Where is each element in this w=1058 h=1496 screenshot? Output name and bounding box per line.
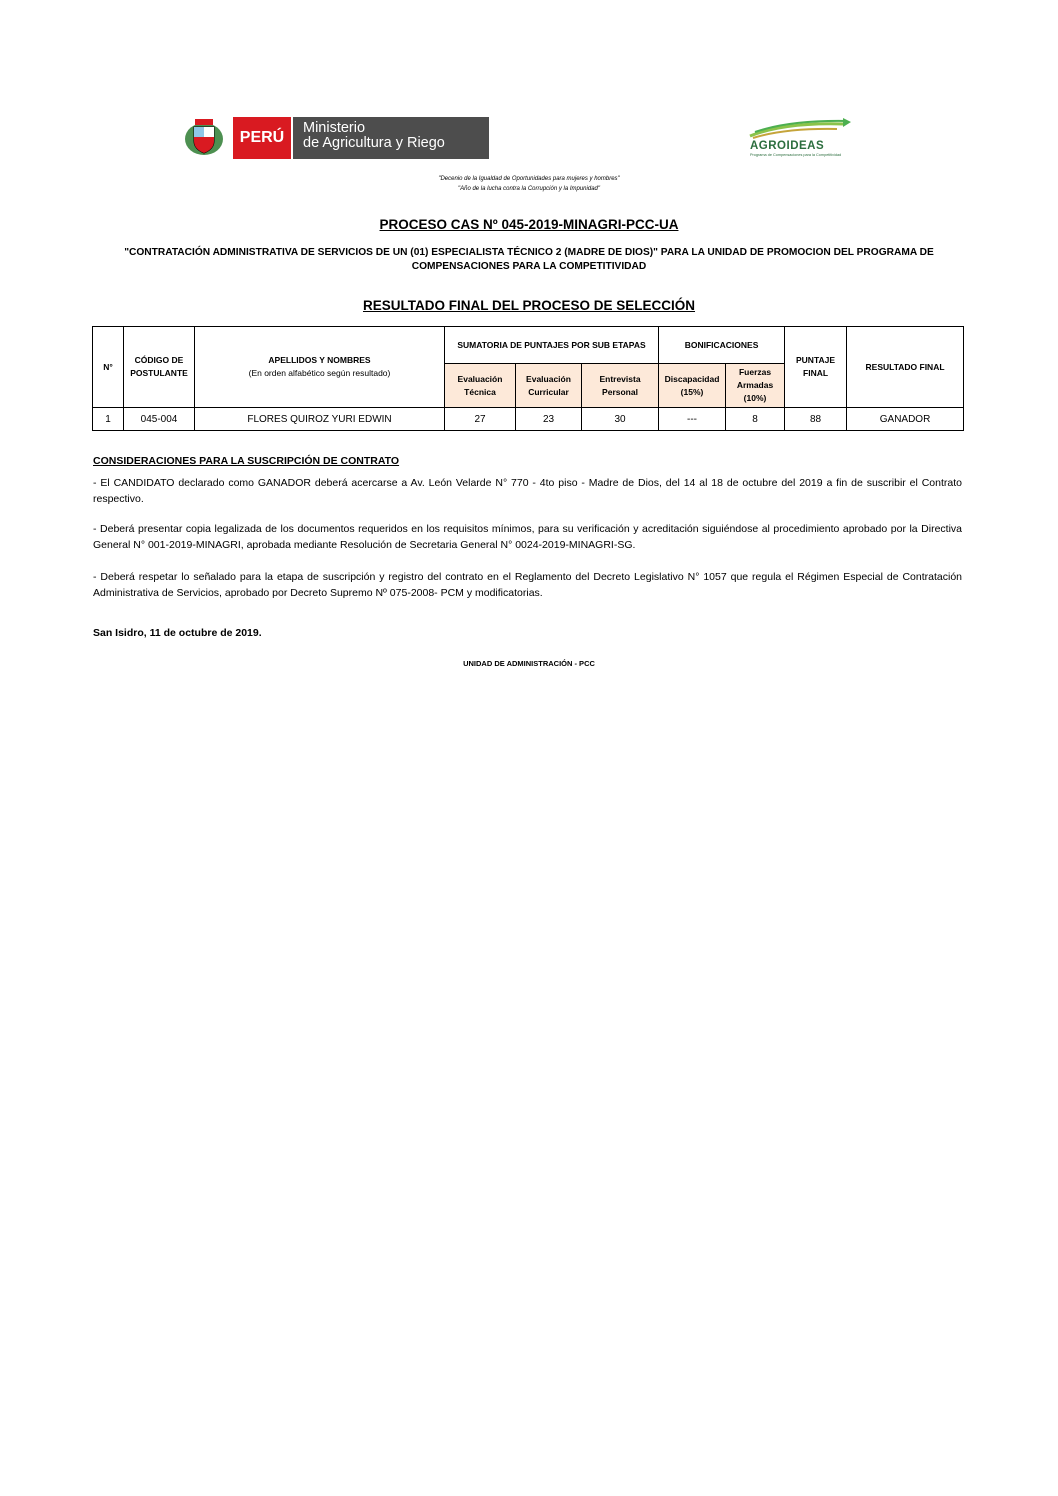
consideration-paragraph-3: - Deberá respetar lo señalado para la etapa de suscripción y registro del contrato en el Reglamento del Decreto Legislativo N° 1057 que regula el Régimen Especial de Contratación Administrativa de Servicios, aprobado por Decreto Supremo Nº 075-2008- PCM y modificatorias. (93, 571, 962, 599)
subheader-armed-forces (726, 364, 785, 408)
ministry-line-2: de Agricultura y Riego (303, 135, 445, 151)
process-subtitle: "CONTRATACIÓN ADMINISTRATIVA DE SERVICIOS DE UN (01) ESPECIALISTA TÉCNICO 2 (MADRE DE DIOS)" PARA LA UNIDAD DE PROMOCION DEL PROGRAMA DE COMPENSACIONES PARA LA COMPETITIVIDAD (124, 247, 934, 272)
header-names-line-2: (En orden alfabético según resultado) (248, 368, 391, 378)
result-title: RESULTADO FINAL DEL PROCESO DE SELECCIÓN (362, 298, 696, 313)
subheader-interview (582, 364, 659, 408)
header-final-line-2: FINAL (803, 368, 829, 378)
motto-line-2: "Año de la lucha contra la Corrupción y la Impunidad" (457, 186, 600, 192)
subheader-interview-line-2: Personal (602, 386, 638, 397)
consideration-paragraph-2: - Deberá presentar copia legalizada de los documentos requeridos en los requisitos mínimos, para su verificación y acreditación siguiéndose al procedimiento aprobado por la Directiva General N° 001-2019-MINAGRI, aprobada mediante Resolución de Secretaria General N° 0024-2019-MINAGRI-SG. (93, 523, 962, 551)
header-result: RESULTADO FINAL (847, 327, 964, 408)
header-final-line-1: PUNTAJE (796, 355, 836, 365)
agroideas-logo (745, 118, 855, 160)
subheader-curricular (516, 364, 582, 408)
cell-curricular: 23 (516, 408, 582, 431)
ministry-name (293, 117, 489, 159)
cell-disability: --- (659, 408, 726, 431)
cell-code: 045-004 (124, 408, 195, 431)
subheader-curricular-line-1: Evaluación (526, 373, 571, 384)
date-line: San Isidro, 11 de octubre de 2019. (93, 627, 262, 639)
table-header-row (93, 327, 964, 364)
subheader-armed-forces-line-1: Fuerzas (738, 367, 772, 377)
signature-unit: UNIDAD DE ADMINISTRACIÓN - PCC (463, 659, 595, 668)
header-names-line-1: APELLIDOS Y NOMBRES (268, 355, 371, 365)
subheader-technical-line-2: Técnica (464, 386, 496, 397)
official-mottos (0, 174, 1058, 194)
subheader-disability-line-2: (15%) (680, 386, 704, 397)
cell-name: FLORES QUIROZ YURI EDWIN (195, 408, 445, 431)
agroideas-tagline: Programa de Compensaciones para la Competitividad (750, 153, 842, 157)
header-code-line-2: POSTULANTE (130, 368, 188, 378)
subheader-curricular-line-2: Curricular (528, 386, 569, 397)
process-title: PROCESO CAS Nº 045-2019-MINAGRI-PCC-UA (379, 217, 679, 232)
agroideas-swoosh-icon (745, 118, 855, 140)
cell-result: GANADOR (847, 408, 964, 431)
cell-interview: 30 (582, 408, 659, 431)
header-bonus: BONIFICACIONES (659, 327, 785, 364)
subheader-disability-line-1: Discapacidad (664, 373, 720, 384)
agroideas-name: AGROIDEAS (750, 140, 825, 152)
table-row (93, 408, 964, 431)
header-final (785, 327, 847, 408)
motto-line-1: "Decenio de la Igualdad de Oportunidades para mujeres y hombres" (438, 176, 620, 182)
subheader-disability (659, 364, 726, 408)
cell-armed-forces: 8 (726, 408, 785, 431)
government-logo (183, 117, 489, 159)
subheader-armed-forces-line-2: Armadas (736, 380, 774, 390)
cell-number: 1 (93, 408, 124, 431)
consideration-paragraph-1: - El CANDIDATO declarado como GANADOR deberá acercarse a Av. León Velarde N° 770 - 4to piso - Madre de Dios, del 14 al 18 de octubre del 2019 a fin de suscribir el Contrato respectivo. (93, 477, 962, 505)
coat-of-arms-icon (183, 117, 225, 159)
subheader-armed-forces-line-3: (10%) (743, 393, 767, 403)
header-code (124, 327, 195, 408)
header-sum: SUMATORIA DE PUNTAJES POR SUB ETAPAS (445, 327, 659, 364)
document-header (0, 0, 1058, 170)
ministry-line-1: Ministerio (303, 120, 366, 136)
subheader-technical-line-1: Evaluación (457, 373, 503, 384)
results-table (92, 326, 964, 431)
considerations-title: CONSIDERACIONES PARA LA SUSCRIPCIÓN DE CONTRATO (93, 455, 400, 467)
header-names (195, 327, 445, 408)
header-code-line-1: CÓDIGO DE (134, 355, 184, 365)
cell-technical: 27 (445, 408, 516, 431)
header-number: N° (93, 327, 124, 408)
subheader-interview-line-1: Entrevista (599, 373, 641, 384)
cell-final: 88 (785, 408, 847, 431)
peru-label: PERÚ (233, 117, 291, 159)
subheader-technical (445, 364, 516, 408)
